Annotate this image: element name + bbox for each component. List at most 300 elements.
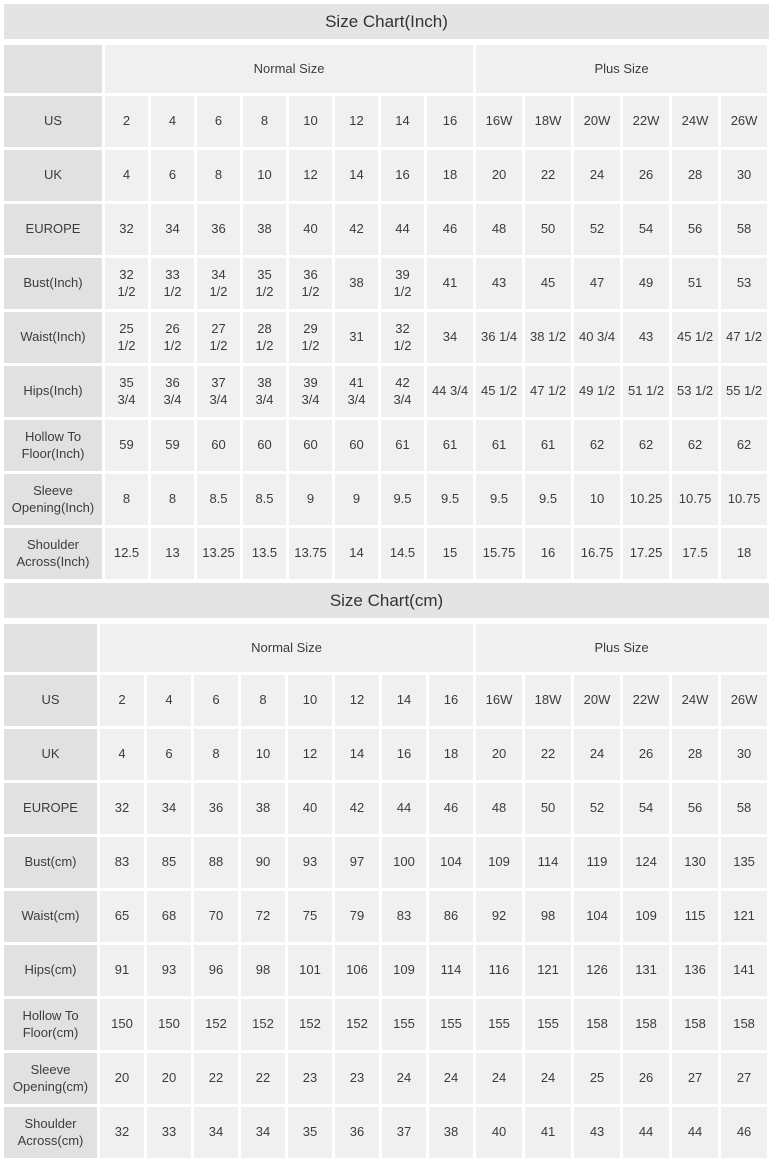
size-cell: 10.75 (721, 474, 767, 525)
size-cell: 158 (574, 999, 620, 1050)
size-cell: 22 (241, 1053, 285, 1104)
size-cell: 14 (335, 528, 378, 579)
size-cell: 23 (288, 1053, 332, 1104)
table-row (4, 258, 767, 309)
corner-cell (4, 45, 102, 93)
size-cell: 93 (288, 837, 332, 888)
size-cell: 70 (194, 891, 238, 942)
size-cell: 38 (241, 783, 285, 834)
row-label: UK (4, 150, 102, 201)
size-cell: 14 (381, 96, 424, 147)
row-label: Shoulder Across(cm) (4, 1107, 97, 1158)
table-row (4, 420, 767, 471)
size-cell: 9.5 (476, 474, 522, 525)
size-cell: 9.5 (381, 474, 424, 525)
size-cell: 158 (672, 999, 718, 1050)
size-cell: 32 1/2 (381, 312, 424, 363)
size-cell: 26 (623, 729, 669, 780)
size-cell: 24W (672, 675, 718, 726)
size-cell: 55 1/2 (721, 366, 767, 417)
size-cell: 2 (105, 96, 148, 147)
row-label: EUROPE (4, 783, 97, 834)
size-cell: 36 (335, 1107, 379, 1158)
size-cell: 91 (100, 945, 144, 996)
size-cell: 18 (721, 528, 767, 579)
size-cell: 141 (721, 945, 767, 996)
size-chart-inch-title: Size Chart(Inch) (4, 4, 769, 39)
table-row (4, 474, 767, 525)
row-label: Sleeve Opening(cm) (4, 1053, 97, 1104)
size-cell: 37 3/4 (197, 366, 240, 417)
size-cell: 24 (574, 729, 620, 780)
size-cell: 53 1/2 (672, 366, 718, 417)
size-cell: 83 (100, 837, 144, 888)
size-cell: 43 (476, 258, 522, 309)
table-row (4, 96, 767, 147)
size-cell: 115 (672, 891, 718, 942)
row-label: Sleeve Opening(Inch) (4, 474, 102, 525)
size-cell: 20 (100, 1053, 144, 1104)
size-cell: 36 3/4 (151, 366, 194, 417)
size-cell: 20 (476, 150, 522, 201)
size-cell: 40 (476, 1107, 522, 1158)
size-cell: 20W (574, 96, 620, 147)
size-cell: 46 (429, 783, 473, 834)
size-cell: 34 (194, 1107, 238, 1158)
size-cell: 39 1/2 (381, 258, 424, 309)
row-label: US (4, 675, 97, 726)
table-row (4, 891, 767, 942)
size-cell: 12 (289, 150, 332, 201)
size-cell: 35 1/2 (243, 258, 286, 309)
size-cell: 16 (382, 729, 426, 780)
size-cell: 32 (100, 1107, 144, 1158)
size-cell: 62 (672, 420, 718, 471)
size-cell: 79 (335, 891, 379, 942)
size-cell: 33 (147, 1107, 191, 1158)
size-cell: 22 (525, 729, 571, 780)
size-cell: 61 (381, 420, 424, 471)
size-cell: 14 (335, 729, 379, 780)
group-header-normal: Normal Size (105, 45, 473, 93)
size-cell: 27 (721, 1053, 767, 1104)
size-cell: 33 1/2 (151, 258, 194, 309)
size-cell: 135 (721, 837, 767, 888)
size-cell: 124 (623, 837, 669, 888)
size-cell: 18 (427, 150, 473, 201)
size-cell: 38 (243, 204, 286, 255)
size-cell: 44 (623, 1107, 669, 1158)
size-cell: 25 1/2 (105, 312, 148, 363)
size-cell: 92 (476, 891, 522, 942)
size-cell: 158 (623, 999, 669, 1050)
size-cell: 44 (672, 1107, 718, 1158)
size-cell: 31 (335, 312, 378, 363)
size-cell: 36 (197, 204, 240, 255)
size-cell: 4 (100, 729, 144, 780)
table-row (4, 1107, 767, 1158)
size-cell: 68 (147, 891, 191, 942)
row-label: Waist(Inch) (4, 312, 102, 363)
size-cell: 72 (241, 891, 285, 942)
size-cell: 10 (241, 729, 285, 780)
size-chart-cm-title: Size Chart(cm) (4, 583, 769, 618)
size-cell: 16 (381, 150, 424, 201)
size-cell: 152 (335, 999, 379, 1050)
size-cell: 38 3/4 (243, 366, 286, 417)
size-cell: 130 (672, 837, 718, 888)
size-cell: 4 (105, 150, 148, 201)
size-cell: 52 (574, 783, 620, 834)
size-cell: 47 1/2 (721, 312, 767, 363)
size-cell: 86 (429, 891, 473, 942)
size-cell: 36 (194, 783, 238, 834)
size-cell: 136 (672, 945, 718, 996)
size-cell: 15.75 (476, 528, 522, 579)
size-cell: 27 1/2 (197, 312, 240, 363)
size-cell: 75 (288, 891, 332, 942)
size-cell: 8.5 (197, 474, 240, 525)
size-cell: 27 (672, 1053, 718, 1104)
size-cell: 8 (243, 96, 286, 147)
table-row (4, 783, 767, 834)
size-cell: 22W (623, 675, 669, 726)
table-row (4, 675, 767, 726)
size-cell: 9 (335, 474, 378, 525)
size-cell: 114 (525, 837, 571, 888)
size-cell: 38 (335, 258, 378, 309)
size-cell: 38 (429, 1107, 473, 1158)
size-cell: 61 (476, 420, 522, 471)
size-cell: 155 (429, 999, 473, 1050)
size-cell: 106 (335, 945, 379, 996)
size-cell: 62 (721, 420, 767, 471)
corner-cell (4, 624, 97, 672)
size-cell: 8 (197, 150, 240, 201)
table-row (4, 837, 767, 888)
size-cell: 15 (427, 528, 473, 579)
size-cell: 61 (525, 420, 571, 471)
size-cell: 6 (151, 150, 194, 201)
size-cell: 26 1/2 (151, 312, 194, 363)
size-cell: 18 (429, 729, 473, 780)
size-cell: 158 (721, 999, 767, 1050)
size-cell: 60 (243, 420, 286, 471)
size-cell: 155 (382, 999, 426, 1050)
size-cell: 100 (382, 837, 426, 888)
size-cell: 36 1/2 (289, 258, 332, 309)
size-cell: 13.75 (289, 528, 332, 579)
size-cell: 150 (147, 999, 191, 1050)
size-cell: 4 (147, 675, 191, 726)
size-cell: 28 (672, 150, 718, 201)
table-row (4, 528, 767, 579)
size-cell: 8 (194, 729, 238, 780)
size-cell: 35 (288, 1107, 332, 1158)
size-cell: 109 (476, 837, 522, 888)
row-label: Bust(Inch) (4, 258, 102, 309)
size-cell: 34 (427, 312, 473, 363)
size-cell: 96 (194, 945, 238, 996)
size-cell: 12 (335, 96, 378, 147)
size-cell: 51 1/2 (623, 366, 669, 417)
size-cell: 42 3/4 (381, 366, 424, 417)
size-cell: 10.25 (623, 474, 669, 525)
size-cell: 50 (525, 204, 571, 255)
size-cell: 98 (241, 945, 285, 996)
size-cell: 109 (623, 891, 669, 942)
size-cell: 9.5 (525, 474, 571, 525)
size-cell: 56 (672, 204, 718, 255)
row-label: Hollow To Floor(Inch) (4, 420, 102, 471)
size-cell: 32 (100, 783, 144, 834)
size-cell: 28 (672, 729, 718, 780)
size-cell: 40 3/4 (574, 312, 620, 363)
size-cell: 43 (623, 312, 669, 363)
size-cell: 16 (427, 96, 473, 147)
size-cell: 35 3/4 (105, 366, 148, 417)
size-cell: 114 (429, 945, 473, 996)
size-cell: 12 (335, 675, 379, 726)
size-cell: 34 (241, 1107, 285, 1158)
group-header-row (4, 624, 767, 672)
size-cell: 13.25 (197, 528, 240, 579)
size-cell: 14.5 (381, 528, 424, 579)
size-cell: 37 (382, 1107, 426, 1158)
size-cell: 152 (241, 999, 285, 1050)
size-cell: 52 (574, 204, 620, 255)
group-header-normal: Normal Size (100, 624, 473, 672)
size-cell: 32 (105, 204, 148, 255)
size-chart-inch-table (1, 42, 770, 582)
size-cell: 83 (382, 891, 426, 942)
size-cell: 24 (574, 150, 620, 201)
size-cell: 12 (288, 729, 332, 780)
row-label: Hips(cm) (4, 945, 97, 996)
size-cell: 104 (429, 837, 473, 888)
size-cell: 58 (721, 783, 767, 834)
size-cell: 46 (721, 1107, 767, 1158)
row-label: Waist(cm) (4, 891, 97, 942)
size-cell: 62 (623, 420, 669, 471)
size-cell: 16W (476, 675, 522, 726)
size-cell: 8.5 (243, 474, 286, 525)
size-cell: 26W (721, 96, 767, 147)
size-cell: 48 (476, 783, 522, 834)
table-row (4, 945, 767, 996)
size-cell: 36 1/4 (476, 312, 522, 363)
size-cell: 46 (427, 204, 473, 255)
size-cell: 10.75 (672, 474, 718, 525)
size-chart-cm-table (1, 621, 770, 1161)
size-cell: 39 3/4 (289, 366, 332, 417)
size-cell: 10 (243, 150, 286, 201)
size-cell: 30 (721, 150, 767, 201)
size-cell: 45 1/2 (672, 312, 718, 363)
row-label: Hollow To Floor(cm) (4, 999, 97, 1050)
size-cell: 8 (241, 675, 285, 726)
size-cell: 44 (382, 783, 426, 834)
row-label: Bust(cm) (4, 837, 97, 888)
size-cell: 42 (335, 783, 379, 834)
group-header-plus: Plus Size (476, 45, 767, 93)
size-cell: 40 (288, 783, 332, 834)
row-label: US (4, 96, 102, 147)
size-cell: 24 (476, 1053, 522, 1104)
size-cell: 65 (100, 891, 144, 942)
size-cell: 98 (525, 891, 571, 942)
size-cell: 26W (721, 675, 767, 726)
size-cell: 44 (381, 204, 424, 255)
row-label: Hips(Inch) (4, 366, 102, 417)
table-row (4, 999, 767, 1050)
size-cell: 28 1/2 (243, 312, 286, 363)
size-cell: 14 (335, 150, 378, 201)
group-header-plus: Plus Size (476, 624, 767, 672)
size-cell: 56 (672, 783, 718, 834)
size-cell: 22 (194, 1053, 238, 1104)
size-cell: 41 (525, 1107, 571, 1158)
table-row (4, 312, 767, 363)
size-cell: 8 (151, 474, 194, 525)
size-cell: 2 (100, 675, 144, 726)
size-cell: 45 (525, 258, 571, 309)
size-cell: 61 (427, 420, 473, 471)
size-cell: 119 (574, 837, 620, 888)
table-row (4, 1053, 767, 1104)
size-cell: 18W (525, 675, 571, 726)
size-cell: 41 (427, 258, 473, 309)
size-cell: 32 1/2 (105, 258, 148, 309)
size-cell: 54 (623, 204, 669, 255)
size-cell: 16.75 (574, 528, 620, 579)
size-cell: 8 (105, 474, 148, 525)
row-label: EUROPE (4, 204, 102, 255)
size-chart-inch-section (4, 4, 775, 582)
size-cell: 152 (194, 999, 238, 1050)
size-cell: 131 (623, 945, 669, 996)
size-cell: 18W (525, 96, 571, 147)
size-cell: 17.5 (672, 528, 718, 579)
size-cell: 22 (525, 150, 571, 201)
size-cell: 155 (525, 999, 571, 1050)
size-cell: 44 3/4 (427, 366, 473, 417)
row-label: Shoulder Across(Inch) (4, 528, 102, 579)
size-cell: 101 (288, 945, 332, 996)
size-cell: 6 (197, 96, 240, 147)
size-cell: 13.5 (243, 528, 286, 579)
size-cell: 34 (147, 783, 191, 834)
size-cell: 85 (147, 837, 191, 888)
size-cell: 17.25 (623, 528, 669, 579)
size-cell: 59 (151, 420, 194, 471)
size-cell: 38 1/2 (525, 312, 571, 363)
size-cell: 88 (194, 837, 238, 888)
size-cell: 24W (672, 96, 718, 147)
size-cell: 60 (335, 420, 378, 471)
size-cell: 30 (721, 729, 767, 780)
size-cell: 14 (382, 675, 426, 726)
size-cell: 23 (335, 1053, 379, 1104)
table-row (4, 150, 767, 201)
size-cell: 10 (574, 474, 620, 525)
size-cell: 25 (574, 1053, 620, 1104)
size-cell: 155 (476, 999, 522, 1050)
size-cell: 126 (574, 945, 620, 996)
size-cell: 9.5 (427, 474, 473, 525)
size-cell: 49 1/2 (574, 366, 620, 417)
size-cell: 51 (672, 258, 718, 309)
size-cell: 9 (289, 474, 332, 525)
size-cell: 150 (100, 999, 144, 1050)
size-cell: 24 (382, 1053, 426, 1104)
size-cell: 121 (721, 891, 767, 942)
size-cell: 20W (574, 675, 620, 726)
size-cell: 6 (147, 729, 191, 780)
size-cell: 24 (429, 1053, 473, 1104)
size-cell: 45 1/2 (476, 366, 522, 417)
group-header-row (4, 45, 767, 93)
size-cell: 90 (241, 837, 285, 888)
size-cell: 16 (525, 528, 571, 579)
size-cell: 6 (194, 675, 238, 726)
size-cell: 109 (382, 945, 426, 996)
size-cell: 16 (429, 675, 473, 726)
size-cell: 116 (476, 945, 522, 996)
size-cell: 20 (147, 1053, 191, 1104)
size-cell: 58 (721, 204, 767, 255)
size-cell: 10 (289, 96, 332, 147)
size-cell: 60 (197, 420, 240, 471)
size-cell: 10 (288, 675, 332, 726)
size-cell: 41 3/4 (335, 366, 378, 417)
size-cell: 34 1/2 (197, 258, 240, 309)
size-cell: 62 (574, 420, 620, 471)
size-cell: 22W (623, 96, 669, 147)
size-cell: 20 (476, 729, 522, 780)
table-row (4, 366, 767, 417)
size-cell: 152 (288, 999, 332, 1050)
size-cell: 47 (574, 258, 620, 309)
size-cell: 42 (335, 204, 378, 255)
size-cell: 53 (721, 258, 767, 309)
size-cell: 43 (574, 1107, 620, 1158)
size-cell: 13 (151, 528, 194, 579)
size-cell: 50 (525, 783, 571, 834)
size-cell: 49 (623, 258, 669, 309)
size-cell: 104 (574, 891, 620, 942)
size-cell: 40 (289, 204, 332, 255)
size-cell: 4 (151, 96, 194, 147)
row-label: UK (4, 729, 97, 780)
table-row (4, 729, 767, 780)
size-cell: 29 1/2 (289, 312, 332, 363)
size-cell: 59 (105, 420, 148, 471)
size-cell: 93 (147, 945, 191, 996)
size-cell: 12.5 (105, 528, 148, 579)
size-cell: 48 (476, 204, 522, 255)
size-cell: 34 (151, 204, 194, 255)
size-chart-cm-section (4, 583, 775, 1161)
size-cell: 26 (623, 150, 669, 201)
size-cell: 16W (476, 96, 522, 147)
size-cell: 47 1/2 (525, 366, 571, 417)
size-cell: 121 (525, 945, 571, 996)
size-cell: 54 (623, 783, 669, 834)
size-cell: 24 (525, 1053, 571, 1104)
table-row (4, 204, 767, 255)
size-cell: 97 (335, 837, 379, 888)
